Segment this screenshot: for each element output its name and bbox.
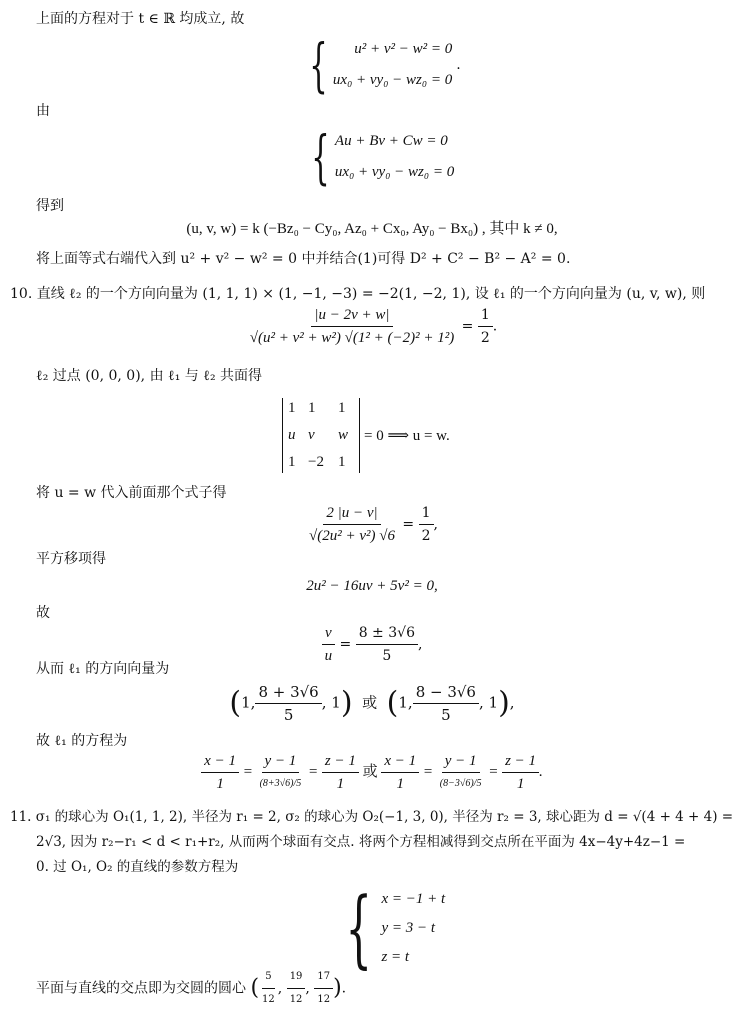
- equation: ux₀ + vy₀ − wz₀ = 0: [334, 164, 455, 180]
- denominator: 1: [396, 776, 405, 792]
- paragraph: 由: [36, 103, 50, 119]
- left-brace: {: [345, 879, 373, 977]
- equation: y = 3 − t: [381, 919, 436, 936]
- problem-11-line: 2√3, 因为 r₂−r₁ < d < r₁+r₂, 从而两个球面有交点. 将两个方程相减得到交点所在平面为 4x−4y+4z−1 =: [36, 834, 686, 850]
- equation: $\frac{v}{u}$ = $\frac{8 \pm 3√6}{5}$ ,: [0, 624, 744, 665]
- numerator: y − 1: [262, 752, 300, 773]
- punct: ,: [417, 636, 423, 653]
- left-brace: {: [309, 31, 328, 99]
- cell: −2: [308, 454, 324, 470]
- denominator: 12: [262, 994, 275, 1005]
- paragraph: 故: [36, 605, 50, 621]
- denominator: 12: [289, 994, 303, 1005]
- or-word: 或: [362, 693, 378, 712]
- denominator: √(2u² + v²) √6: [309, 528, 395, 544]
- paragraph: 故 ℓ₁ 的方程为: [36, 733, 128, 749]
- cell: 1: [308, 400, 316, 416]
- denominator: 1: [216, 776, 224, 792]
- paragraph: 将 u = w 代入前面那个式子得: [36, 485, 227, 501]
- denominator: (8+3√6)/5: [259, 778, 302, 789]
- equation-system-2: [302, 123, 455, 191]
- denominator: 5: [441, 706, 451, 724]
- numerator: |u − 2v + w|: [311, 306, 392, 327]
- numerator: y − 1: [442, 752, 480, 773]
- denominator: 2: [421, 528, 431, 544]
- numerator: x − 1: [381, 752, 419, 773]
- denominator: 5: [283, 706, 294, 724]
- vec-part: , 1: [478, 693, 499, 712]
- equation: x = −1 + t: [381, 890, 446, 907]
- punct: ,: [433, 516, 438, 533]
- numerator: 2 |u − v|: [323, 504, 380, 525]
- paragraph: 上面的方程对于 t ∈ ℝ 均成立, 故: [36, 11, 245, 27]
- problem-10-intro: 10. 直线 ℓ₂ 的一个方向向量为 (1, 1, 1) × (1, −1, −3) = −2(1, −2, 1), 设 ℓ₁ 的一个方向向量为 (u, v, w), 则: [10, 286, 706, 302]
- cell: 1: [288, 454, 296, 470]
- numerator: 8 ± 3√6: [356, 624, 418, 645]
- vec-part: 1,: [398, 693, 413, 712]
- determinant: [282, 398, 450, 473]
- equation: (u, v, w) = k (−Bz₀ − Cy₀, Az₀ + Cx₀, Ay₀ − Bx₀) , 其中 k ≠ 0,: [186, 221, 558, 237]
- conclusion: 平面与直线的交点即为交圆的圆心 ( $\frac{5}{12}$ , $\frac{19}{12}$ , $\frac{17}{12}$ ).: [36, 968, 346, 1009]
- denominator: √(u² + v² + w²) √(1² + (−2)² + 1²): [249, 330, 455, 346]
- punct: .: [539, 763, 543, 780]
- equation-system-1: [300, 31, 461, 99]
- denominator: 5: [382, 648, 392, 664]
- paragraph: 平方移项得: [36, 551, 106, 567]
- punct: ,: [509, 693, 515, 712]
- equation: u² + v² − w² = 0: [354, 41, 453, 57]
- or-word: 或: [362, 763, 378, 780]
- numerator: 1: [419, 504, 434, 525]
- text: 平面与直线的交点即为交圆的圆心: [36, 980, 246, 997]
- cell: 1: [338, 454, 346, 470]
- punct: .: [456, 57, 461, 73]
- numerator: 8 + 3√6: [255, 683, 321, 704]
- numerator: 19: [287, 968, 306, 989]
- punct: .: [492, 318, 498, 335]
- numerator: x − 1: [201, 752, 239, 773]
- cell: 1: [288, 400, 296, 416]
- cell: v: [308, 427, 315, 443]
- problem-11-line: 0. 过 O₁, O₂ 的直线的参数方程为: [36, 859, 239, 875]
- cell: 1: [338, 400, 346, 416]
- vec-part: , 1: [321, 693, 341, 712]
- numerator: v: [322, 624, 335, 645]
- denominator: 1: [336, 776, 345, 792]
- equation: Au + Bv + Cw = 0: [334, 133, 448, 149]
- numerator: 1: [478, 306, 493, 327]
- problem-11-line: 11. σ₁ 的球心为 O₁(1, 1, 2), 半径为 r₁ = 2, σ₂ 的球心为 O₂(−1, 3, 0), 半径为 r₂ = 3, 球心距为 d = √(4 + 4 + 4) =: [10, 809, 734, 825]
- punct: .: [341, 980, 347, 997]
- line-equations: $\frac{x - 1}{1}$ = $\frac{y - 1}{(8+3√6)/5}$ = $\frac{z - 1}{1}$ 或 $\frac{x - 1}{1}$ = $\frac{y - 1}{(8-3√6)/5}$ = $\frac{z - 1}{1}$ .: [0, 752, 744, 793]
- cell: w: [338, 427, 349, 443]
- paragraph: ℓ₂ 过点 (0, 0, 0), 由 ℓ₁ 与 ℓ₂ 共面得: [36, 368, 263, 384]
- direction-vectors: (1, $\frac{8 + 3√6}{5}$ , 1) 或 (1, $\frac{8 - 3√6}{5}$ , 1),: [229, 683, 515, 724]
- numerator: 8 − 3√6: [413, 683, 479, 704]
- denominator: (8−3√6)/5: [439, 778, 482, 789]
- denominator: 12: [317, 994, 331, 1005]
- paragraph: 得到: [36, 198, 64, 214]
- parametric-system: [332, 879, 446, 977]
- vec-part: 1,: [241, 693, 256, 712]
- denominator: 2: [480, 330, 490, 346]
- numerator: z − 1: [322, 752, 359, 773]
- numerator: 17: [314, 968, 333, 989]
- numerator: 5: [262, 968, 274, 989]
- equation: 2u² − 16uv + 5v² = 0,: [306, 578, 438, 594]
- paragraph: 将上面等式右端代入到 u² + v² − w² = 0 中并结合(1)可得 D² + C² − B² − A² = 0.: [36, 251, 571, 267]
- equation-angle: $\frac{|u - 2v + w|}{\text{√(u² + v² + w²) √(1² + (−2)² + 1²)}}$ = $\frac{1}{2}$ .: [0, 306, 744, 347]
- paragraph: 从而 ℓ₁ 的方向向量为: [36, 661, 170, 677]
- left-brace: {: [311, 123, 330, 191]
- denominator: u: [324, 648, 333, 664]
- equation: $\frac{2 |u - v|}{\text{√(2u² + v²) √6}}$ = $\frac{1}{2}$ ,: [0, 504, 744, 545]
- equation: = 0 ⟹ u = w.: [364, 428, 450, 444]
- equation: z = t: [381, 948, 410, 965]
- cell: u: [288, 427, 296, 443]
- equation: ux₀ + vy₀ − wz₀ = 0: [332, 72, 453, 88]
- denominator: 1: [516, 776, 525, 792]
- numerator: z − 1: [502, 752, 539, 773]
